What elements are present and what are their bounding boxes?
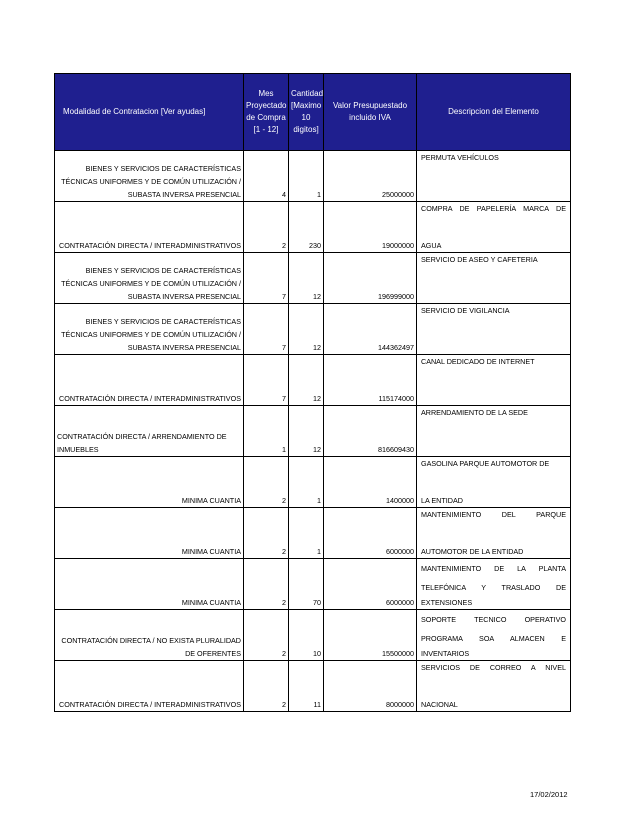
description-bottom: NACIONAL <box>421 700 458 709</box>
cell-cantidad: 12 <box>289 406 324 457</box>
table-row <box>55 304 571 355</box>
cell-cantidad: 12 <box>289 304 324 355</box>
cell-descripcion <box>417 457 571 508</box>
cell-modalidad: CONTRATACIÓN DIRECTA / INTERADMINISTRATIVOS <box>55 355 244 406</box>
cell-modalidad: BIENES Y SERVICIOS DE CARACTERÍSTICAS TÉCNICAS UNIFORMES Y DE COMÚN UTILIZACIÓN / SUBASTA INVERSA PRESENCIAL <box>55 151 244 202</box>
cell-mes: 7 <box>244 253 289 304</box>
column-header-modalidad: Modalidad de Contratacion [Ver ayudas] <box>55 74 244 151</box>
description-top: SERVICIO DE ASEO Y CAFETERIA <box>421 255 538 264</box>
cell-valor: 25000000 <box>324 151 417 202</box>
table-row <box>55 355 571 406</box>
description-top: SOPORTE TECNICO OPERATIVO PROGRAMA SOA ALMACEN E <box>421 615 566 643</box>
cell-cantidad: 12 <box>289 355 324 406</box>
footer-date: 17/02/2012 <box>530 790 568 799</box>
cell-valor: 15500000 <box>324 610 417 661</box>
cell-descripcion <box>417 559 571 610</box>
cell-cantidad: 1 <box>289 508 324 559</box>
description-top: PERMUTA VEHÍCULOS <box>421 153 499 162</box>
cell-modalidad: CONTRATACIÓN DIRECTA / INTERADMINISTRATIVOS <box>55 661 244 712</box>
cell-descripcion <box>417 253 571 304</box>
cell-mes: 7 <box>244 355 289 406</box>
column-header-valor: Valor Presupuestado incluido IVA <box>324 74 417 151</box>
cell-mes: 2 <box>244 559 289 610</box>
cell-descripcion <box>417 151 571 202</box>
cell-descripcion <box>417 610 571 661</box>
cell-cantidad: 1 <box>289 457 324 508</box>
cell-valor: 1400000 <box>324 457 417 508</box>
cell-descripcion <box>417 202 571 253</box>
cell-valor: 6000000 <box>324 508 417 559</box>
cell-modalidad: MINIMA CUANTIA <box>55 559 244 610</box>
cell-descripcion <box>417 355 571 406</box>
column-header-descripcion: Descripcion del Elemento <box>417 74 571 151</box>
description-top: MANTENIMIENTO DEL PARQUE <box>421 510 566 519</box>
procurement-table <box>54 73 571 712</box>
cell-cantidad: 12 <box>289 253 324 304</box>
cell-valor: 19000000 <box>324 202 417 253</box>
cell-descripcion <box>417 661 571 712</box>
cell-modalidad: CONTRATACIÓN DIRECTA / NO EXISTA PLURALIDAD DE OFERENTES <box>55 610 244 661</box>
cell-cantidad: 10 <box>289 610 324 661</box>
cell-mes: 2 <box>244 661 289 712</box>
cell-valor: 6000000 <box>324 559 417 610</box>
table-row <box>55 457 571 508</box>
table-row <box>55 406 571 457</box>
description-top: MANTENIMIENTO DE LA PLANTA TELEFÓNICA Y TRASLADO DE <box>421 564 566 592</box>
description-top: GASOLINA PARQUE AUTOMOTOR DE <box>421 459 550 468</box>
table-row <box>55 661 571 712</box>
cell-mes: 2 <box>244 508 289 559</box>
description-bottom: INVENTARIOS <box>421 649 470 658</box>
cell-mes: 7 <box>244 304 289 355</box>
cell-valor: 8000000 <box>324 661 417 712</box>
table-row <box>55 610 571 661</box>
description-top: SERVICIOS DE CORREO A NIVEL <box>421 663 566 672</box>
cell-cantidad: 1 <box>289 151 324 202</box>
cell-mes: 2 <box>244 202 289 253</box>
cell-modalidad: BIENES Y SERVICIOS DE CARACTERÍSTICAS TÉCNICAS UNIFORMES Y DE COMÚN UTILIZACIÓN / SUBASTA INVERSA PRESENCIAL <box>55 253 244 304</box>
description-top: COMPRA DE PAPELERÍA MARCA DE <box>421 204 566 213</box>
cell-descripcion <box>417 304 571 355</box>
cell-mes: 4 <box>244 151 289 202</box>
cell-valor: 144362497 <box>324 304 417 355</box>
column-header-mes: Mes Proyectado de Compra [1 - 12] <box>244 74 289 151</box>
cell-modalidad: MINIMA CUANTIA <box>55 508 244 559</box>
cell-modalidad: CONTRATACIÓN DIRECTA / INTERADMINISTRATIVOS <box>55 202 244 253</box>
cell-valor: 816609430 <box>324 406 417 457</box>
table-row <box>55 151 571 202</box>
cell-cantidad: 70 <box>289 559 324 610</box>
cell-valor: 196999000 <box>324 253 417 304</box>
cell-mes: 2 <box>244 457 289 508</box>
cell-valor: 115174000 <box>324 355 417 406</box>
description-bottom: LA ENTIDAD <box>421 496 463 505</box>
cell-modalidad: MINIMA CUANTIA <box>55 457 244 508</box>
description-bottom: EXTENSIONES <box>421 598 473 607</box>
description-top: SERVICIO DE VIGILANCIA <box>421 306 510 315</box>
cell-cantidad: 230 <box>289 202 324 253</box>
cell-mes: 2 <box>244 610 289 661</box>
table-header-row <box>55 74 571 151</box>
description-top: ARRENDAMIENTO DE LA SEDE <box>421 408 528 417</box>
table-row <box>55 253 571 304</box>
table-row <box>55 559 571 610</box>
table-row <box>55 508 571 559</box>
description-bottom: AUTOMOTOR DE LA ENTIDAD <box>421 547 524 556</box>
column-header-cantidad: Cantidad [Maximo 10 digitos] <box>289 74 324 151</box>
cell-modalidad: CONTRATACIÓN DIRECTA / ARRENDAMIENTO DE INMUEBLES <box>55 406 244 457</box>
cell-mes: 1 <box>244 406 289 457</box>
cell-cantidad: 11 <box>289 661 324 712</box>
cell-descripcion <box>417 508 571 559</box>
description-top: CANAL DEDICADO DE INTERNET <box>421 357 535 366</box>
cell-modalidad: BIENES Y SERVICIOS DE CARACTERÍSTICAS TÉCNICAS UNIFORMES Y DE COMÚN UTILIZACIÓN / SUBASTA INVERSA PRESENCIAL <box>55 304 244 355</box>
description-bottom: AGUA <box>421 241 442 250</box>
table-row <box>55 202 571 253</box>
cell-descripcion <box>417 406 571 457</box>
